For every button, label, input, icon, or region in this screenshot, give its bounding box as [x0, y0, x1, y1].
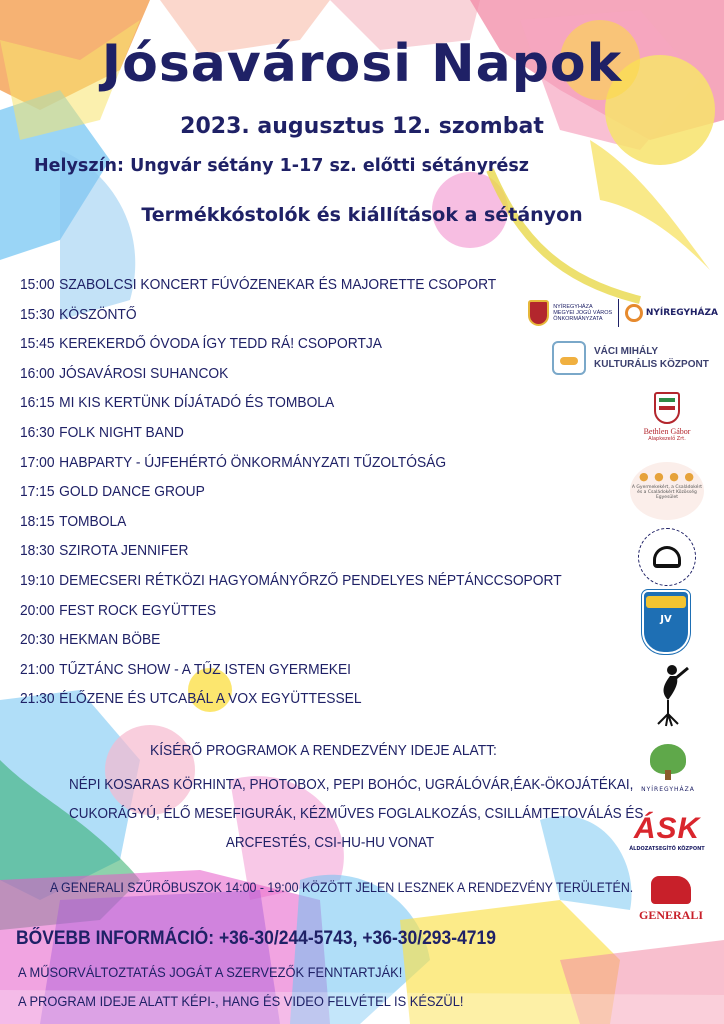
vmk-mark-icon: [552, 341, 586, 375]
ask-label: ÁLDOZATSEGÍTŐ KÖZPONT: [629, 846, 705, 852]
schedule-item: [20, 596, 480, 626]
event-subtitle: Termékkóstolók és kiállítások a sétányon: [141, 204, 583, 226]
schedule-item: [20, 300, 480, 330]
schedule-item: [20, 418, 480, 448]
bethlen-label: Bethlen Gábor: [643, 427, 691, 436]
schedule-list: [20, 270, 562, 714]
family-association-label: A Gyermekekért, a Családokért és a Családokért Közösség Egyesület: [631, 485, 703, 500]
nyiregyhaza-label: NYÍREGYHÁZA: [645, 308, 718, 318]
library-foundation-label: NYÍREGYHÁZA: [641, 786, 695, 793]
schedule-event: SZABOLCSI KONCERT FÚVÓZENEKAR ÉS MAJORETTE CSOPORT: [59, 276, 497, 293]
vmk-logo: [552, 338, 722, 378]
jv-banner-icon: [646, 596, 686, 608]
generali-bus-note: A GENERALI SZŰRŐBUSZOK 14:00 - 19:00 KÖZÖTT JELEN LESZNEK A RENDEZVÉNY TERÜLETÉN.: [50, 880, 634, 895]
schedule-event: MI KIS KERTÜNK DÍJÁTADÓ ÉS TOMBOLA: [59, 394, 335, 412]
schedule-event: HABPARTY - ÚJFEHÉRTÓ ÖNKORMÁNYZATI TŰZOLTÓSÁG: [59, 453, 447, 471]
schedule-item: [20, 329, 480, 359]
family-culture-association-logo: [638, 528, 696, 586]
generali-label: GENERALI: [638, 908, 703, 922]
nyiregyhaza-logo: [528, 296, 718, 330]
schedule-event: DEMECSERI RÉTKÖZI HAGYOMÁNYŐRZŐ PENDELYES NÉPTÁNCCSOPORT: [59, 571, 562, 589]
schedule-event: GOLD DANCE GROUP: [59, 483, 205, 501]
schedule-time: 19:10: [20, 571, 55, 589]
schedule-time: 17:00: [20, 453, 55, 471]
schedule-item: [20, 448, 480, 478]
schedule-event: KÖSZÖNTŐ: [59, 305, 137, 323]
event-date: 2023. augusztus 12. szombat: [180, 114, 544, 139]
ask-logo: [628, 812, 706, 862]
schedule-item: [20, 684, 480, 714]
children-figures-icon: ● ● ● ●: [639, 470, 695, 483]
poster-title: Jósavárosi Napok: [101, 34, 623, 94]
schedule-item: [20, 566, 562, 596]
schedule-item: [20, 388, 480, 418]
schedule-event: KEREKERDŐ ÓVODA ÍGY TEDD RÁ! CSOPORTJA: [59, 335, 382, 353]
schedule-item: [20, 477, 480, 507]
schedule-event: HEKMAN BÖBE: [59, 631, 161, 649]
vmk-line-1: VÁCI MIHÁLY: [594, 346, 659, 357]
library-foundation-logo: [630, 736, 706, 806]
side-programs-line: CUKORÁGYÚ, ÉLŐ MESEFIGURÁK, KÉZMŰVES FOGLALKOZÁS, CSILLÁMTETOVÁLÁS ÉS: [69, 805, 644, 822]
disclaimer-program-change: A MŰSORVÁLTOZTATÁS JOGÁT A SZERVEZŐK FENNTARTJÁK!: [18, 964, 403, 980]
bethlen-logo: [632, 392, 702, 456]
schedule-time: 17:15: [20, 483, 55, 501]
schedule-time: 15:45: [20, 335, 55, 353]
lion-icon: [651, 876, 691, 904]
nyiregyhaza-mark-icon: [625, 304, 642, 322]
event-venue: Helyszín: Ungvár sétány 1-17 sz. előtti sétányrész: [34, 156, 529, 176]
city-council-label: NYÍREGYHÁZA MEGYEI JOGÚ VÁROS ÖNKORMÁNYZATA: [553, 304, 613, 322]
parent-child-icon: [653, 546, 681, 568]
schedule-time: 20:30: [20, 631, 55, 649]
schedule-event: ÉLŐZENE ÉS UTCABÁL A VOX EGYÜTTESSEL: [59, 690, 362, 708]
side-programs-line: ARCFESTÉS, CSI-HU-HU VONAT: [225, 834, 435, 851]
schedule-time: 15:30: [20, 305, 55, 323]
vmk-line-2: KULTURÁLIS KÖZPONT: [594, 359, 709, 370]
logo-divider: [618, 299, 619, 327]
disclaimer-recording: A PROGRAM IDEJE ALATT KÉPI-, HANG ÉS VIDEO FELVÉTEL IS KÉSZÜL!: [18, 993, 464, 1009]
schedule-time: 21:00: [20, 660, 55, 678]
bethlen-sublabel: Alapkezelő Zrt.: [648, 436, 686, 442]
family-association-logo: [630, 462, 704, 520]
schedule-event: TOMBOLA: [59, 512, 127, 530]
schedule-event: FOLK NIGHT BAND: [59, 423, 184, 441]
side-programs-list: [40, 770, 644, 857]
contact-info: BŐVEBB INFORMÁCIÓ: +36-30/244-5743, +36-30/293-4719: [16, 928, 496, 949]
schedule-time: 18:30: [20, 542, 55, 560]
schedule-item: [20, 507, 480, 537]
ask-mark: ÁSK: [633, 812, 701, 845]
schedule-event: FEST ROCK EGYÜTTES: [59, 601, 217, 619]
jv-label: JV: [660, 614, 672, 625]
schedule-time: 21:30: [20, 690, 55, 708]
city-crest-icon: [528, 300, 549, 326]
schedule-time: 16:30: [20, 423, 55, 441]
schedule-event: JÓSAVÁROSI SUHANCOK: [59, 364, 229, 382]
schedule-event: SZIROTA JENNIFER: [59, 542, 189, 560]
schedule-time: 18:15: [20, 512, 55, 530]
generali-logo: [636, 874, 706, 932]
dancer-tree-logo: [646, 662, 692, 728]
schedule-item: [20, 655, 480, 685]
jv-logo: [642, 590, 690, 654]
schedule-time: 16:00: [20, 364, 55, 382]
schedule-item: [20, 270, 497, 300]
schedule-item: [20, 359, 480, 389]
schedule-event: TŰZTÁNC SHOW - A TŰZ ISTEN GYERMEKEI: [59, 660, 352, 678]
schedule-time: 16:15: [20, 394, 55, 412]
schedule-time: 15:00: [20, 276, 55, 293]
side-programs-heading: KÍSÉRŐ PROGRAMOK A RENDEZVÉNY IDEJE ALATT:: [150, 742, 497, 759]
bethlen-shield-icon: [654, 392, 680, 424]
schedule-item: [20, 536, 480, 566]
side-programs-line: NÉPI KOSARAS KÖRHINTA, PHOTOBOX, PEPI BOHÓC, UGRÁLÓVÁR,ÉAK-ÖKOJÁTÉKAI,: [69, 776, 634, 793]
schedule-time: 20:00: [20, 601, 55, 619]
schedule-item: [20, 625, 480, 655]
tree-icon: [650, 744, 686, 774]
